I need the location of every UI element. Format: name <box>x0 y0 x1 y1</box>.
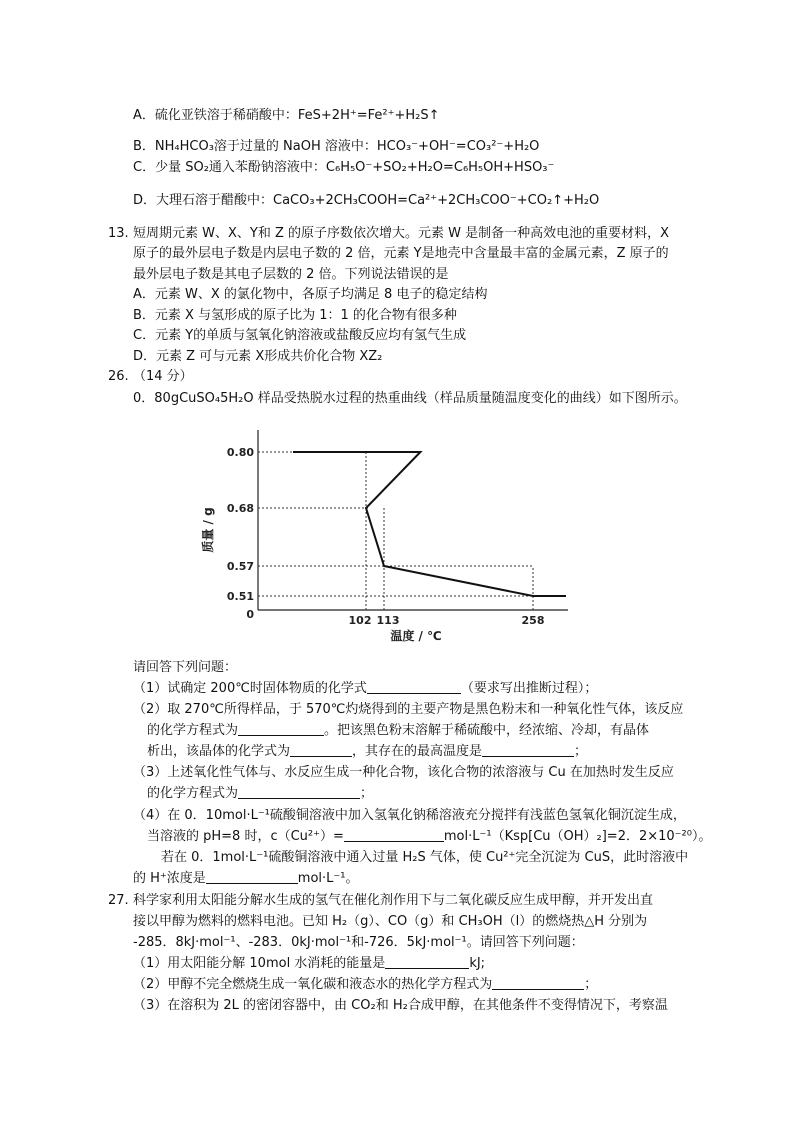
answer-blank[interactable] <box>344 827 444 842</box>
answer-blank[interactable] <box>482 742 574 757</box>
q27-stem-line3: -285．8kJ·mol⁻¹、-283．0kJ·mol⁻¹和-726．5kJ·mol⁻¹。请回答下列问题： <box>133 935 584 950</box>
origin-label: 0 <box>246 608 254 621</box>
q26-part4-line2: 当溶液的 pH=8 时，c（Cu²⁺）= mol·L⁻¹（Ksp[Cu（OH）₂]=2．2×10⁻²⁰）。 <box>147 829 712 844</box>
y-tick-label: 0.80 <box>226 446 254 459</box>
answer-blank[interactable] <box>367 679 461 694</box>
q26-prompt: 请回答下列问题： <box>133 660 238 675</box>
answer-blank[interactable] <box>492 975 584 990</box>
q13-option-a: A．元素 W、X 的氯化物中，各原子均满足 8 电子的稳定结构 <box>133 287 488 302</box>
q26-part4-line3: 若在 0．1mol·L⁻¹硫酸铜溶液中通入过量 H₂S 气体，使 Cu²⁺完全沉淀为 CuS，此时溶液中 <box>161 850 689 865</box>
x-axis-title: 温度 / ℃ <box>390 629 442 643</box>
q26-part1: （1）试确定 200℃时固体物质的化学式 （要求写出推断过程）； <box>133 681 598 696</box>
q27-part1: （1）用太阳能分解 10mol 水消耗的能量是 kJ; <box>133 956 486 971</box>
q13-option-b: B．元素 X 与氢形成的原子比为 1：1 的化合物有很多种 <box>133 308 457 323</box>
q12-option-b: B．NH₄HCO₃溶于过量的 NaOH 溶液中：HCO₃⁻+OH⁻=CO₃²⁻+H₂O <box>133 139 540 154</box>
q27-part3-line1: （3）在溶积为 2L 的密闭容器中，由 CO₂和 H₂合成甲醇，在其他条件不变得情况下，考察温 <box>133 998 668 1013</box>
q26-part4-line1: （4）在 0．10mol·L⁻¹硫酸铜溶液中加入氢氧化钠稀溶液充分搅拌有浅蓝色氢氧化铜沉淀生成， <box>133 808 686 823</box>
q27-stem-line2: 接以甲醇为燃料的燃料电池。已知 H₂（g）、CO（g）和 CH₃OH（l）的燃烧热△H 分别为 <box>133 914 648 929</box>
thermogravimetric-chart <box>198 418 578 648</box>
q27-part2: （2）甲醇不完全燃烧生成一氧化碳和液态水的热化学方程式为 ； <box>133 977 598 992</box>
q12-option-a: A．硫化亚铁溶于稀硝酸中：FeS+2H⁺=Fe²⁺+H₂S↑ <box>133 108 440 123</box>
q12-option-d: D．大理石溶于醋酸中：CaCO₃+2CH₃COOH=Ca²⁺+2CH₃COO⁻+CO₂↑+H₂O <box>133 193 600 208</box>
y-axis-title: 质量 / g <box>201 507 215 553</box>
q27-stem-line1: 科学家利用太阳能分解水生成的氢气在催化剂作用下与二氧化碳反应生成甲醇，并开发出直 <box>133 893 654 908</box>
q27-number: 27. <box>108 893 129 908</box>
q26-part2-line2: 的化学方程式为 。把该黑色粉末溶解于稀硫酸中，经浓缩、冷却，有晶体 <box>147 723 650 738</box>
q26-intro: 0．80gCuSO₄5H₂O 样品受热脱水过程的热重曲线（样品质量随温度变化的曲线）如下图所示。 <box>133 391 687 406</box>
y-tick-label: 0.51 <box>226 590 254 603</box>
x-tick-label: 258 <box>521 614 545 627</box>
q13-stem-line3: 最外层电子数是其电子层数的 2 倍。下列说法错误的是 <box>133 267 449 282</box>
q12-option-c: C．少量 SO₂通入苯酚钠溶液中：C₆H₅O⁻+SO₂+H₂O=C₆H₅OH+HSO₃⁻ <box>133 160 555 175</box>
y-tick-label: 0.68 <box>226 502 254 515</box>
q26-part4-line4: 的 H⁺浓度是 mol·L⁻¹。 <box>133 871 359 886</box>
answer-blank[interactable] <box>290 742 352 757</box>
q13-stem-line1: 短周期元素 W、X、Y和 Z 的原子序数依次增大。元素 W 是制备一种高效电池的重要材料，X <box>133 226 670 241</box>
q13-option-d: D．元素 Z 可与元素 X形成共价化合物 XZ₂ <box>133 349 383 364</box>
x-tick-label: 102 <box>348 614 372 627</box>
q13-number: 13. <box>108 226 129 241</box>
q26-part3-line2: 的化学方程式为 ； <box>147 786 374 801</box>
q26-score: （14 分） <box>133 369 193 384</box>
q13-option-c: C．元素 Y的单质与氢氧化钠溶液或盐酸反应均有氢气生成 <box>133 328 467 343</box>
q26-part2-line3: 析出，该晶体的化学式为 ，其存在的最高温度是 ； <box>147 744 588 759</box>
q26-part3-line1: （3）上述氧化性气体与、水反应生成一种化合物，该化合物的浓溶液与 Cu 在加热时发生反应 <box>133 765 674 780</box>
answer-blank[interactable] <box>238 721 324 736</box>
q26-part2-line1: （2）取 270℃所得样品，于 570℃灼烧得到的主要产物是黑色粉末和一种氧化性气体，该反应 <box>133 702 684 717</box>
q26-number: 26. <box>108 369 129 384</box>
q13-stem-line2: 原子的最外层电子数是内层电子数的 2 倍，元素 Y是地壳中含量最丰富的金属元素，Z 原子的 <box>133 246 669 261</box>
answer-blank[interactable] <box>206 869 298 884</box>
answer-blank[interactable] <box>385 954 469 969</box>
answer-blank[interactable] <box>238 784 360 799</box>
x-tick-label: 113 <box>376 614 400 627</box>
mass-curve <box>293 452 566 596</box>
y-tick-label: 0.57 <box>226 560 254 573</box>
